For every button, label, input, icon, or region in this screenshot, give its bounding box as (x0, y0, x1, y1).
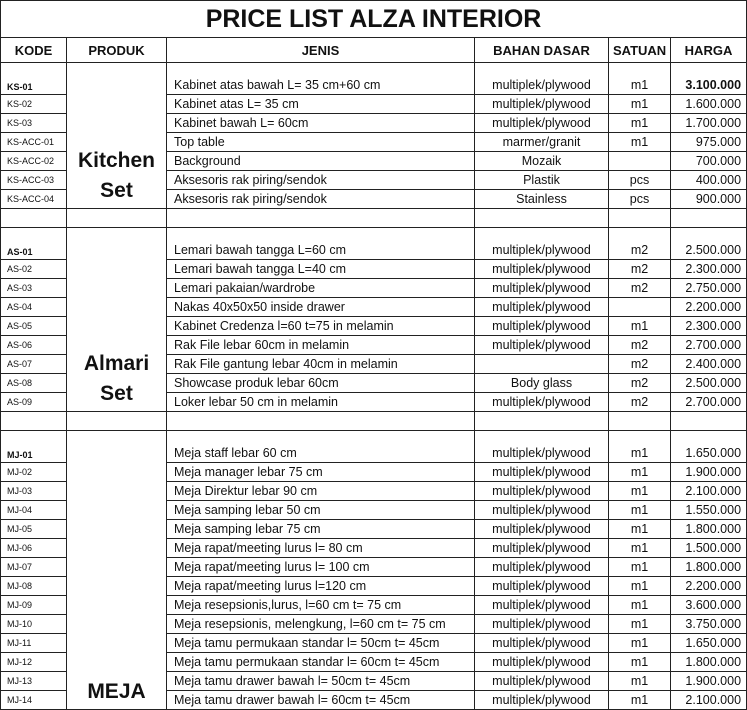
bahan-dasar-cell: multiplek/plywood (475, 634, 609, 653)
kode-cell: AS-04 (1, 298, 67, 317)
harga-cell: 1.650.000 (671, 431, 747, 463)
satuan-cell: m2 (609, 355, 671, 374)
spacer-row (1, 412, 747, 431)
table-row (1, 63, 747, 95)
bahan-dasar-cell: Mozaik (475, 152, 609, 171)
satuan-cell: m1 (609, 63, 671, 95)
empty-cell (67, 209, 167, 228)
kode-cell: MJ-06 (1, 539, 67, 558)
satuan-cell: m1 (609, 558, 671, 577)
jenis-cell: Kabinet atas L= 35 cm (167, 95, 475, 114)
satuan-cell: m1 (609, 691, 671, 710)
kode-cell: KS-01 (1, 63, 67, 95)
jenis-cell: Meja resepsionis,lurus, l=60 cm t= 75 cm (167, 596, 475, 615)
kode-cell: MJ-02 (1, 463, 67, 482)
header-satuan: SATUAN (609, 38, 671, 63)
jenis-cell: Meja samping lebar 75 cm (167, 520, 475, 539)
bahan-dasar-cell: multiplek/plywood (475, 482, 609, 501)
satuan-cell: m2 (609, 228, 671, 260)
bahan-dasar-cell: multiplek/plywood (475, 336, 609, 355)
bahan-dasar-cell: multiplek/plywood (475, 393, 609, 412)
kode-cell: AS-06 (1, 336, 67, 355)
satuan-cell (609, 152, 671, 171)
satuan-cell: m2 (609, 393, 671, 412)
harga-cell: 700.000 (671, 152, 747, 171)
harga-cell: 2.200.000 (671, 577, 747, 596)
jenis-cell: Background (167, 152, 475, 171)
kode-cell: KS-ACC-03 (1, 171, 67, 190)
harga-cell: 2.500.000 (671, 228, 747, 260)
jenis-cell: Kabinet bawah L= 60cm (167, 114, 475, 133)
bahan-dasar-cell: multiplek/plywood (475, 260, 609, 279)
bahan-dasar-cell: multiplek/plywood (475, 691, 609, 710)
satuan-cell: m1 (609, 463, 671, 482)
satuan-cell: m2 (609, 336, 671, 355)
harga-cell: 1.900.000 (671, 672, 747, 691)
jenis-cell: Showcase produk lebar 60cm (167, 374, 475, 393)
page-title: PRICE LIST ALZA INTERIOR (1, 1, 747, 38)
jenis-cell: Meja tamu permukaan standar l= 50cm t= 45cm (167, 634, 475, 653)
empty-cell (671, 412, 747, 431)
harga-cell: 900.000 (671, 190, 747, 209)
jenis-cell: Rak File lebar 60cm in melamin (167, 336, 475, 355)
satuan-cell: m2 (609, 260, 671, 279)
empty-cell (609, 412, 671, 431)
kode-cell: AS-03 (1, 279, 67, 298)
kode-cell: MJ-07 (1, 558, 67, 577)
bahan-dasar-cell: multiplek/plywood (475, 228, 609, 260)
harga-cell: 1.900.000 (671, 463, 747, 482)
jenis-cell: Kabinet Credenza l=60 t=75 in melamin (167, 317, 475, 336)
jenis-cell: Meja rapat/meeting lurus l=120 cm (167, 577, 475, 596)
harga-cell: 2.300.000 (671, 260, 747, 279)
bahan-dasar-cell: multiplek/plywood (475, 279, 609, 298)
spacer-row (1, 209, 747, 228)
bahan-dasar-cell: multiplek/plywood (475, 63, 609, 95)
harga-cell: 1.800.000 (671, 558, 747, 577)
bahan-dasar-cell: multiplek/plywood (475, 431, 609, 463)
bahan-dasar-cell: multiplek/plywood (475, 501, 609, 520)
bahan-dasar-cell: marmer/granit (475, 133, 609, 152)
harga-cell: 3.750.000 (671, 615, 747, 634)
satuan-cell: m1 (609, 317, 671, 336)
kode-cell: MJ-14 (1, 691, 67, 710)
harga-cell: 1.800.000 (671, 520, 747, 539)
satuan-cell: m1 (609, 577, 671, 596)
jenis-cell: Meja rapat/meeting lurus l= 100 cm (167, 558, 475, 577)
kode-cell: MJ-08 (1, 577, 67, 596)
harga-cell: 1.600.000 (671, 95, 747, 114)
satuan-cell: m1 (609, 133, 671, 152)
jenis-cell: Lemari bawah tangga L=60 cm (167, 228, 475, 260)
kode-cell: MJ-03 (1, 482, 67, 501)
jenis-cell: Meja tamu drawer bawah l= 50cm t= 45cm (167, 672, 475, 691)
kode-cell: MJ-04 (1, 501, 67, 520)
jenis-cell: Meja manager lebar 75 cm (167, 463, 475, 482)
empty-cell (67, 412, 167, 431)
bahan-dasar-cell: multiplek/plywood (475, 558, 609, 577)
satuan-cell: m1 (609, 95, 671, 114)
kode-cell: AS-09 (1, 393, 67, 412)
kode-cell: MJ-05 (1, 520, 67, 539)
bahan-dasar-cell: multiplek/plywood (475, 596, 609, 615)
kode-cell: MJ-11 (1, 634, 67, 653)
bahan-dasar-cell: Plastik (475, 171, 609, 190)
kode-cell: KS-ACC-04 (1, 190, 67, 209)
satuan-cell: m1 (609, 520, 671, 539)
jenis-cell: Aksesoris rak piring/sendok (167, 171, 475, 190)
satuan-cell: m1 (609, 596, 671, 615)
empty-cell (167, 209, 475, 228)
kode-cell: AS-05 (1, 317, 67, 336)
header-kode: KODE (1, 38, 67, 63)
satuan-cell: m1 (609, 539, 671, 558)
empty-cell (1, 209, 67, 228)
bahan-dasar-cell: multiplek/plywood (475, 298, 609, 317)
jenis-cell: Top table (167, 133, 475, 152)
kode-cell: MJ-09 (1, 596, 67, 615)
jenis-cell: Kabinet atas bawah L= 35 cm+60 cm (167, 63, 475, 95)
bahan-dasar-cell: Stainless (475, 190, 609, 209)
harga-cell: 2.500.000 (671, 374, 747, 393)
satuan-cell: m1 (609, 431, 671, 463)
empty-cell (609, 209, 671, 228)
jenis-cell: Meja rapat/meeting lurus l= 80 cm (167, 539, 475, 558)
empty-cell (671, 209, 747, 228)
harga-cell: 2.700.000 (671, 393, 747, 412)
bahan-dasar-cell (475, 355, 609, 374)
harga-cell: 2.400.000 (671, 355, 747, 374)
produk-cell: Kitchen Set (67, 63, 167, 209)
jenis-cell: Nakas 40x50x50 inside drawer (167, 298, 475, 317)
harga-cell: 1.650.000 (671, 634, 747, 653)
bahan-dasar-cell: multiplek/plywood (475, 672, 609, 691)
jenis-cell: Aksesoris rak piring/sendok (167, 190, 475, 209)
header-harga: HARGA (671, 38, 747, 63)
produk-cell: Almari Set (67, 228, 167, 412)
harga-cell: 3.100.000 (671, 63, 747, 95)
jenis-cell: Loker lebar 50 cm in melamin (167, 393, 475, 412)
satuan-cell: m2 (609, 279, 671, 298)
kode-cell: AS-02 (1, 260, 67, 279)
jenis-cell: Meja tamu permukaan standar l= 60cm t= 45cm (167, 653, 475, 672)
bahan-dasar-cell: multiplek/plywood (475, 615, 609, 634)
kode-cell: KS-02 (1, 95, 67, 114)
satuan-cell (609, 298, 671, 317)
table-row (1, 431, 747, 463)
empty-cell (1, 412, 67, 431)
kode-cell: AS-01 (1, 228, 67, 260)
bahan-dasar-cell: multiplek/plywood (475, 653, 609, 672)
harga-cell: 2.100.000 (671, 482, 747, 501)
bahan-dasar-cell: multiplek/plywood (475, 520, 609, 539)
kode-cell: AS-08 (1, 374, 67, 393)
bahan-dasar-cell: multiplek/plywood (475, 463, 609, 482)
jenis-cell: Meja samping lebar 50 cm (167, 501, 475, 520)
produk-cell: MEJA (67, 431, 167, 710)
header-jenis: JENIS (167, 38, 475, 63)
jenis-cell: Meja tamu drawer bawah l= 60cm t= 45cm (167, 691, 475, 710)
harga-cell: 2.100.000 (671, 691, 747, 710)
kode-cell: MJ-12 (1, 653, 67, 672)
satuan-cell: m1 (609, 501, 671, 520)
harga-cell: 3.600.000 (671, 596, 747, 615)
kode-cell: MJ-13 (1, 672, 67, 691)
harga-cell: 400.000 (671, 171, 747, 190)
harga-cell: 975.000 (671, 133, 747, 152)
kode-cell: MJ-10 (1, 615, 67, 634)
jenis-cell: Meja staff lebar 60 cm (167, 431, 475, 463)
empty-cell (475, 209, 609, 228)
jenis-cell: Lemari bawah tangga L=40 cm (167, 260, 475, 279)
kode-cell: KS-03 (1, 114, 67, 133)
satuan-cell: m1 (609, 482, 671, 501)
satuan-cell: m1 (609, 672, 671, 691)
empty-cell (475, 412, 609, 431)
bahan-dasar-cell: multiplek/plywood (475, 317, 609, 336)
harga-cell: 2.200.000 (671, 298, 747, 317)
jenis-cell: Meja resepsionis, melengkung, l=60 cm t= 75 cm (167, 615, 475, 634)
satuan-cell: m2 (609, 374, 671, 393)
kode-cell: KS-ACC-01 (1, 133, 67, 152)
header-produk: PRODUK (67, 38, 167, 63)
bahan-dasar-cell: multiplek/plywood (475, 95, 609, 114)
bahan-dasar-cell: multiplek/plywood (475, 577, 609, 596)
harga-cell: 1.800.000 (671, 653, 747, 672)
harga-cell: 2.750.000 (671, 279, 747, 298)
kode-cell: AS-07 (1, 355, 67, 374)
bahan-dasar-cell: multiplek/plywood (475, 539, 609, 558)
harga-cell: 1.500.000 (671, 539, 747, 558)
empty-cell (167, 412, 475, 431)
satuan-cell: m1 (609, 615, 671, 634)
satuan-cell: m1 (609, 653, 671, 672)
satuan-cell: m1 (609, 114, 671, 133)
harga-cell: 1.700.000 (671, 114, 747, 133)
harga-cell: 2.700.000 (671, 336, 747, 355)
table-row (1, 228, 747, 260)
jenis-cell: Lemari pakaian/wardrobe (167, 279, 475, 298)
satuan-cell: pcs (609, 171, 671, 190)
bahan-dasar-cell: multiplek/plywood (475, 114, 609, 133)
header-bahan-dasar: BAHAN DASAR (475, 38, 609, 63)
jenis-cell: Rak File gantung lebar 40cm in melamin (167, 355, 475, 374)
kode-cell: KS-ACC-02 (1, 152, 67, 171)
bahan-dasar-cell: Body glass (475, 374, 609, 393)
harga-cell: 1.550.000 (671, 501, 747, 520)
satuan-cell: pcs (609, 190, 671, 209)
kode-cell: MJ-01 (1, 431, 67, 463)
satuan-cell: m1 (609, 634, 671, 653)
jenis-cell: Meja Direktur lebar 90 cm (167, 482, 475, 501)
harga-cell: 2.300.000 (671, 317, 747, 336)
